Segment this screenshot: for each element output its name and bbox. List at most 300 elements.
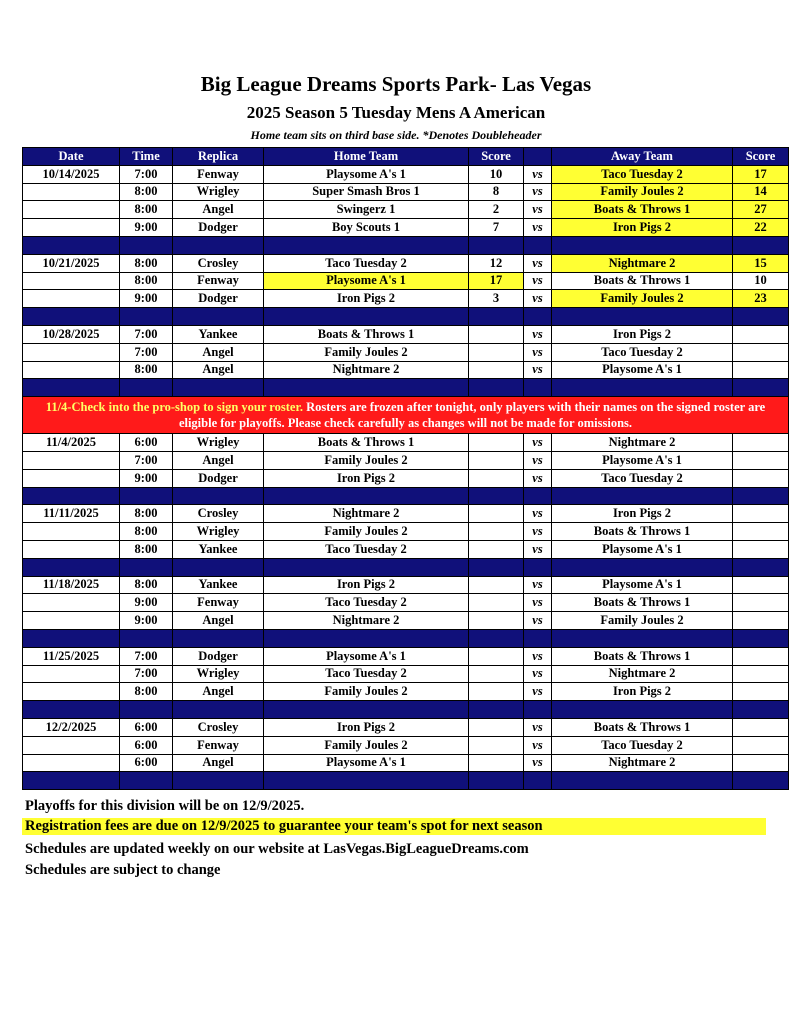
- change-note: Schedules are subject to change: [25, 862, 221, 878]
- home-score-cell: [469, 325, 524, 343]
- separator-cell: [469, 236, 524, 254]
- page-note: Home team sits on third base side. *Denotes Doubleheader: [250, 128, 542, 142]
- separator-cell: [23, 701, 120, 719]
- home-score-cell: [469, 736, 524, 754]
- replica-cell: Crosley: [173, 505, 264, 523]
- away-score-cell: [733, 325, 789, 343]
- schedule-table: [22, 147, 789, 790]
- home-team-cell: Playsome A's 1: [264, 272, 469, 290]
- date-cell: [23, 754, 120, 772]
- separator-cell: [23, 236, 120, 254]
- date-cell: 11/4/2025: [23, 434, 120, 452]
- game-row: [23, 683, 789, 701]
- away-team-cell: Iron Pigs 2: [552, 219, 733, 237]
- game-row: [23, 325, 789, 343]
- away-team-cell: Family Joules 2: [552, 612, 733, 630]
- game-row: [23, 451, 789, 469]
- away-score-cell: [733, 683, 789, 701]
- week-separator-row: [23, 487, 789, 505]
- replica-cell: Yankee: [173, 540, 264, 558]
- home-score-cell: 17: [469, 272, 524, 290]
- game-row: [23, 540, 789, 558]
- registration-note: Registration fees are due on 12/9/2025 to guarantee your team's spot for next season: [22, 818, 766, 835]
- replica-cell: Dodger: [173, 219, 264, 237]
- time-cell: 7:00: [120, 647, 173, 665]
- game-row: [23, 469, 789, 487]
- col-header-home-team: Home Team: [264, 148, 469, 166]
- separator-cell: [552, 701, 733, 719]
- date-cell: [23, 736, 120, 754]
- vs-cell: vs: [524, 647, 552, 665]
- away-score-cell: [733, 665, 789, 683]
- game-row: [23, 290, 789, 308]
- time-cell: 8:00: [120, 183, 173, 201]
- vs-cell: vs: [524, 183, 552, 201]
- separator-cell: [120, 379, 173, 397]
- replica-cell: Yankee: [173, 325, 264, 343]
- table-header-row: [23, 148, 789, 166]
- away-team-cell: Nightmare 2: [552, 434, 733, 452]
- game-row: [23, 343, 789, 361]
- game-row: [23, 201, 789, 219]
- notice-text: Rosters are frozen after tonight, only players with their names on the signed roster are eligible for playoffs. Please check carefully as changes will not be made for omissions.: [178, 400, 766, 431]
- vs-cell: vs: [524, 505, 552, 523]
- home-team-cell: Playsome A's 1: [264, 647, 469, 665]
- separator-cell: [552, 772, 733, 790]
- roster-notice-row: [23, 397, 789, 434]
- separator-cell: [733, 558, 789, 576]
- roster-notice: [23, 397, 789, 434]
- separator-cell: [524, 236, 552, 254]
- away-team-cell: Family Joules 2: [552, 290, 733, 308]
- separator-cell: [173, 772, 264, 790]
- col-header-vs: [524, 148, 552, 166]
- week-separator-row: [23, 379, 789, 397]
- separator-cell: [552, 629, 733, 647]
- vs-cell: vs: [524, 254, 552, 272]
- separator-cell: [120, 701, 173, 719]
- home-score-cell: [469, 505, 524, 523]
- away-score-cell: [733, 361, 789, 379]
- vs-cell: vs: [524, 325, 552, 343]
- separator-cell: [524, 558, 552, 576]
- col-header-date: Date: [23, 148, 120, 166]
- separator-cell: [469, 308, 524, 326]
- time-cell: 8:00: [120, 523, 173, 541]
- time-cell: 8:00: [120, 254, 173, 272]
- notice-highlight: Check into the pro-shop to sign your roster.: [71, 400, 303, 415]
- replica-cell: Dodger: [173, 647, 264, 665]
- date-cell: 10/21/2025: [23, 254, 120, 272]
- away-score-cell: 17: [733, 165, 789, 183]
- separator-cell: [23, 487, 120, 505]
- vs-cell: vs: [524, 576, 552, 594]
- away-score-cell: 15: [733, 254, 789, 272]
- vs-cell: vs: [524, 272, 552, 290]
- replica-cell: Angel: [173, 343, 264, 361]
- playoffs-note: Playoffs for this division will be on 12/9/2025.: [25, 798, 305, 814]
- separator-cell: [173, 379, 264, 397]
- date-cell: 11/11/2025: [23, 505, 120, 523]
- date-cell: 11/18/2025: [23, 576, 120, 594]
- date-cell: 12/2/2025: [23, 718, 120, 736]
- home-score-cell: [469, 540, 524, 558]
- separator-cell: [552, 308, 733, 326]
- home-team-cell: Family Joules 2: [264, 343, 469, 361]
- game-row: [23, 165, 789, 183]
- separator-cell: [23, 772, 120, 790]
- game-row: [23, 612, 789, 630]
- separator-cell: [524, 379, 552, 397]
- replica-cell: Crosley: [173, 254, 264, 272]
- away-score-cell: [733, 343, 789, 361]
- replica-cell: Wrigley: [173, 434, 264, 452]
- away-team-cell: Family Joules 2: [552, 183, 733, 201]
- game-row: [23, 361, 789, 379]
- away-team-cell: Boats & Throws 1: [552, 647, 733, 665]
- col-header-away-score: Score: [733, 148, 789, 166]
- home-team-cell: Swingerz 1: [264, 201, 469, 219]
- date-cell: [23, 683, 120, 701]
- home-score-cell: 2: [469, 201, 524, 219]
- away-team-cell: Nightmare 2: [552, 665, 733, 683]
- home-score-cell: [469, 523, 524, 541]
- home-score-cell: 8: [469, 183, 524, 201]
- date-cell: [23, 523, 120, 541]
- time-cell: 8:00: [120, 505, 173, 523]
- time-cell: 6:00: [120, 718, 173, 736]
- vs-cell: vs: [524, 451, 552, 469]
- home-team-cell: Iron Pigs 2: [264, 290, 469, 308]
- separator-cell: [469, 772, 524, 790]
- page-title: Big League Dreams Sports Park- Las Vegas: [200, 72, 592, 96]
- away-score-cell: [733, 736, 789, 754]
- away-score-cell: [733, 451, 789, 469]
- separator-cell: [524, 701, 552, 719]
- away-team-cell: Taco Tuesday 2: [552, 469, 733, 487]
- replica-cell: Angel: [173, 612, 264, 630]
- vs-cell: vs: [524, 343, 552, 361]
- away-team-cell: Boats & Throws 1: [552, 594, 733, 612]
- vs-cell: vs: [524, 718, 552, 736]
- separator-cell: [469, 629, 524, 647]
- home-score-cell: [469, 469, 524, 487]
- vs-cell: vs: [524, 469, 552, 487]
- away-score-cell: [733, 523, 789, 541]
- away-team-cell: Taco Tuesday 2: [552, 343, 733, 361]
- home-team-cell: Iron Pigs 2: [264, 718, 469, 736]
- separator-cell: [469, 379, 524, 397]
- col-header-away-team: Away Team: [552, 148, 733, 166]
- separator-cell: [120, 629, 173, 647]
- week-separator-row: [23, 629, 789, 647]
- home-score-cell: [469, 361, 524, 379]
- time-cell: 6:00: [120, 736, 173, 754]
- vs-cell: vs: [524, 665, 552, 683]
- away-team-cell: Iron Pigs 2: [552, 325, 733, 343]
- game-row: [23, 665, 789, 683]
- website-note: Schedules are updated weekly on our website at LasVegas.BigLeagueDreams.com: [25, 841, 529, 857]
- home-team-cell: Nightmare 2: [264, 361, 469, 379]
- week-separator-row: [23, 236, 789, 254]
- separator-cell: [733, 487, 789, 505]
- home-team-cell: Nightmare 2: [264, 612, 469, 630]
- home-score-cell: [469, 647, 524, 665]
- date-cell: [23, 540, 120, 558]
- replica-cell: Dodger: [173, 290, 264, 308]
- time-cell: 7:00: [120, 451, 173, 469]
- date-cell: [23, 219, 120, 237]
- away-team-cell: Boats & Throws 1: [552, 718, 733, 736]
- game-row: [23, 505, 789, 523]
- home-team-cell: Boats & Throws 1: [264, 434, 469, 452]
- separator-cell: [120, 487, 173, 505]
- away-team-cell: Taco Tuesday 2: [552, 736, 733, 754]
- replica-cell: Crosley: [173, 718, 264, 736]
- home-score-cell: [469, 576, 524, 594]
- separator-cell: [524, 629, 552, 647]
- away-team-cell: Playsome A's 1: [552, 361, 733, 379]
- game-row: [23, 736, 789, 754]
- separator-cell: [733, 701, 789, 719]
- away-team-cell: Iron Pigs 2: [552, 683, 733, 701]
- replica-cell: Dodger: [173, 469, 264, 487]
- replica-cell: Fenway: [173, 165, 264, 183]
- away-score-cell: [733, 754, 789, 772]
- vs-cell: vs: [524, 736, 552, 754]
- home-team-cell: Boy Scouts 1: [264, 219, 469, 237]
- time-cell: 8:00: [120, 576, 173, 594]
- home-team-cell: Iron Pigs 2: [264, 576, 469, 594]
- separator-cell: [23, 629, 120, 647]
- away-score-cell: [733, 594, 789, 612]
- time-cell: 9:00: [120, 290, 173, 308]
- home-team-cell: Taco Tuesday 2: [264, 665, 469, 683]
- replica-cell: Wrigley: [173, 523, 264, 541]
- home-score-cell: [469, 683, 524, 701]
- home-score-cell: [469, 594, 524, 612]
- away-score-cell: 23: [733, 290, 789, 308]
- vs-cell: vs: [524, 165, 552, 183]
- separator-cell: [733, 308, 789, 326]
- separator-cell: [173, 629, 264, 647]
- separator-cell: [524, 772, 552, 790]
- replica-cell: Angel: [173, 754, 264, 772]
- col-header-home-score: Score: [469, 148, 524, 166]
- home-team-cell: Taco Tuesday 2: [264, 594, 469, 612]
- home-team-cell: Playsome A's 1: [264, 754, 469, 772]
- col-header-time: Time: [120, 148, 173, 166]
- separator-cell: [264, 379, 469, 397]
- home-score-cell: [469, 612, 524, 630]
- replica-cell: Fenway: [173, 272, 264, 290]
- separator-cell: [120, 236, 173, 254]
- home-team-cell: Boats & Throws 1: [264, 325, 469, 343]
- home-score-cell: [469, 343, 524, 361]
- time-cell: 8:00: [120, 272, 173, 290]
- separator-cell: [264, 701, 469, 719]
- week-separator-row: [23, 308, 789, 326]
- page-subtitle: 2025 Season 5 Tuesday Mens A American: [246, 103, 546, 122]
- home-score-cell: [469, 718, 524, 736]
- away-score-cell: 27: [733, 201, 789, 219]
- time-cell: 7:00: [120, 665, 173, 683]
- game-row: [23, 219, 789, 237]
- date-cell: [23, 665, 120, 683]
- time-cell: 8:00: [120, 201, 173, 219]
- separator-cell: [173, 701, 264, 719]
- away-score-cell: 10: [733, 272, 789, 290]
- separator-cell: [469, 701, 524, 719]
- separator-cell: [23, 308, 120, 326]
- time-cell: 7:00: [120, 325, 173, 343]
- away-score-cell: [733, 540, 789, 558]
- separator-cell: [733, 379, 789, 397]
- date-cell: [23, 594, 120, 612]
- separator-cell: [23, 379, 120, 397]
- away-score-cell: [733, 612, 789, 630]
- away-team-cell: Nightmare 2: [552, 254, 733, 272]
- week-separator-row: [23, 558, 789, 576]
- away-score-cell: 22: [733, 219, 789, 237]
- away-team-cell: Playsome A's 1: [552, 540, 733, 558]
- home-score-cell: [469, 434, 524, 452]
- vs-cell: vs: [524, 683, 552, 701]
- date-cell: [23, 612, 120, 630]
- separator-cell: [469, 487, 524, 505]
- date-cell: [23, 201, 120, 219]
- date-cell: 10/14/2025: [23, 165, 120, 183]
- separator-cell: [173, 487, 264, 505]
- week-separator-row: [23, 701, 789, 719]
- date-cell: [23, 290, 120, 308]
- vs-cell: vs: [524, 523, 552, 541]
- separator-cell: [173, 236, 264, 254]
- replica-cell: Angel: [173, 451, 264, 469]
- home-team-cell: Nightmare 2: [264, 505, 469, 523]
- home-score-cell: [469, 665, 524, 683]
- time-cell: 9:00: [120, 594, 173, 612]
- away-score-cell: [733, 505, 789, 523]
- separator-cell: [552, 487, 733, 505]
- separator-cell: [264, 629, 469, 647]
- date-cell: [23, 272, 120, 290]
- date-cell: [23, 469, 120, 487]
- game-row: [23, 254, 789, 272]
- home-team-cell: Family Joules 2: [264, 683, 469, 701]
- away-score-cell: [733, 647, 789, 665]
- away-team-cell: Boats & Throws 1: [552, 523, 733, 541]
- time-cell: 8:00: [120, 540, 173, 558]
- game-row: [23, 594, 789, 612]
- away-team-cell: Playsome A's 1: [552, 576, 733, 594]
- away-team-cell: Boats & Throws 1: [552, 272, 733, 290]
- time-cell: 8:00: [120, 361, 173, 379]
- home-score-cell: 3: [469, 290, 524, 308]
- date-cell: [23, 361, 120, 379]
- replica-cell: Angel: [173, 201, 264, 219]
- separator-cell: [552, 558, 733, 576]
- date-cell: 10/28/2025: [23, 325, 120, 343]
- separator-cell: [264, 236, 469, 254]
- vs-cell: vs: [524, 754, 552, 772]
- date-cell: 11/25/2025: [23, 647, 120, 665]
- date-cell: [23, 343, 120, 361]
- replica-cell: Wrigley: [173, 183, 264, 201]
- game-row: [23, 183, 789, 201]
- notice-prefix: 11/4-: [45, 400, 72, 415]
- vs-cell: vs: [524, 434, 552, 452]
- time-cell: 8:00: [120, 683, 173, 701]
- separator-cell: [524, 308, 552, 326]
- separator-cell: [733, 772, 789, 790]
- separator-cell: [264, 558, 469, 576]
- schedule-body: [23, 165, 789, 789]
- home-score-cell: [469, 451, 524, 469]
- home-score-cell: [469, 754, 524, 772]
- home-team-cell: Taco Tuesday 2: [264, 254, 469, 272]
- away-team-cell: Playsome A's 1: [552, 451, 733, 469]
- home-team-cell: Taco Tuesday 2: [264, 540, 469, 558]
- time-cell: 7:00: [120, 343, 173, 361]
- away-team-cell: Taco Tuesday 2: [552, 165, 733, 183]
- away-score-cell: [733, 718, 789, 736]
- time-cell: 7:00: [120, 165, 173, 183]
- replica-cell: Fenway: [173, 594, 264, 612]
- game-row: [23, 434, 789, 452]
- vs-cell: vs: [524, 201, 552, 219]
- vs-cell: vs: [524, 361, 552, 379]
- replica-cell: Yankee: [173, 576, 264, 594]
- home-score-cell: 10: [469, 165, 524, 183]
- game-row: [23, 647, 789, 665]
- separator-cell: [264, 487, 469, 505]
- separator-cell: [524, 487, 552, 505]
- date-cell: [23, 183, 120, 201]
- time-cell: 6:00: [120, 754, 173, 772]
- replica-cell: Angel: [173, 683, 264, 701]
- vs-cell: vs: [524, 612, 552, 630]
- replica-cell: Angel: [173, 361, 264, 379]
- time-cell: 9:00: [120, 219, 173, 237]
- game-row: [23, 523, 789, 541]
- time-cell: 9:00: [120, 612, 173, 630]
- separator-cell: [552, 236, 733, 254]
- away-score-cell: [733, 434, 789, 452]
- time-cell: 6:00: [120, 434, 173, 452]
- away-team-cell: Nightmare 2: [552, 754, 733, 772]
- home-team-cell: Family Joules 2: [264, 736, 469, 754]
- date-cell: [23, 451, 120, 469]
- separator-cell: [733, 236, 789, 254]
- col-header-replica: Replica: [173, 148, 264, 166]
- separator-cell: [173, 308, 264, 326]
- home-team-cell: Family Joules 2: [264, 451, 469, 469]
- separator-cell: [173, 558, 264, 576]
- separator-cell: [23, 558, 120, 576]
- separator-cell: [264, 308, 469, 326]
- home-score-cell: 12: [469, 254, 524, 272]
- separator-cell: [120, 308, 173, 326]
- separator-cell: [120, 772, 173, 790]
- away-team-cell: Boats & Throws 1: [552, 201, 733, 219]
- vs-cell: vs: [524, 540, 552, 558]
- time-cell: 9:00: [120, 469, 173, 487]
- separator-cell: [733, 629, 789, 647]
- game-row: [23, 754, 789, 772]
- game-row: [23, 718, 789, 736]
- away-team-cell: Iron Pigs 2: [552, 505, 733, 523]
